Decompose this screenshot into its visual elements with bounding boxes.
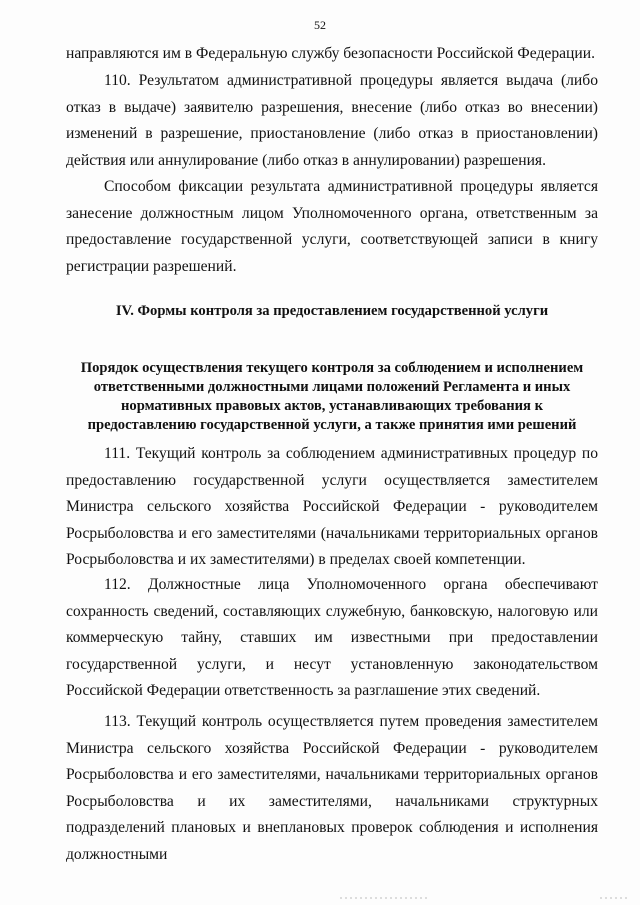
subsection-heading: Порядок осуществления текущего контроля за соблюдением и исполнением ответственными должностными лицами положений Регламента и иных нормативных правовых актов, устанавливающих требования к предоставлению государственной услуги, а также принятия ими решений	[80, 360, 584, 433]
paragraph-text: 112. Должностные лица Уполномоченного органа обеспечивают сохранность сведений, составляющих служебную, банковскую, налоговую или коммерческую тайну, ставших им известными при предоставлении государственной услуги, и несут установленную законодательством Российской Федерации ответственность за разглашение этих сведений.	[66, 576, 598, 700]
page-number: 52	[314, 18, 326, 32]
paragraph-111	[66, 441, 598, 574]
paragraph-112	[66, 572, 598, 705]
paragraph-text: 113. Текущий контроль осуществляется путем проведения заместителем Министра сельского хозяйства Российской Федерации - руководителем Росрыболовства и его заместителями, начальниками территориальных органов Росрыболовства и их заместителями, начальниками структурных подразделений плановых и внеплановых проверок соблюдения и исполнения должностными	[66, 713, 598, 863]
paragraph-text: 110. Результатом административной процедуры является выдача (либо отказ в выдаче) заявителю разрешения, внесение (либо отказ во внесении) изменений в разрешение, приостановление (либо отказ в приостановлении) действия или аннулирование (либо отказ в аннулировании) разрешения.	[66, 72, 598, 169]
paragraph-text: Способом фиксации результата административной процедуры является занесение должностным лицом Уполномоченного органа, ответственным за предоставление государственной услуги, соответствующей записи в книгу регистрации разрешений.	[66, 178, 598, 275]
paragraph-110	[66, 68, 598, 174]
paragraph-fixation	[66, 174, 598, 280]
section-heading: IV. Формы контроля за предоставлением государственной услуги	[115, 303, 549, 319]
scan-artifact	[340, 897, 430, 899]
scan-artifact	[600, 897, 630, 899]
paragraph-text: 111. Текущий контроль за соблюдением административных процедур по предоставлению государственной услуги осуществляется заместителем Министра сельского хозяйства Российской Федерации - руководителем Росрыболовства и его заместителями (начальниками территориальных органов Росрыболовства и их заместителями) в пределах своей компетенции.	[66, 445, 598, 569]
paragraph-113	[66, 709, 598, 869]
paragraph-text: направляются им в Федеральную службу безопасности Российской Федерации.	[66, 45, 595, 62]
paragraph-continuation	[66, 41, 598, 68]
